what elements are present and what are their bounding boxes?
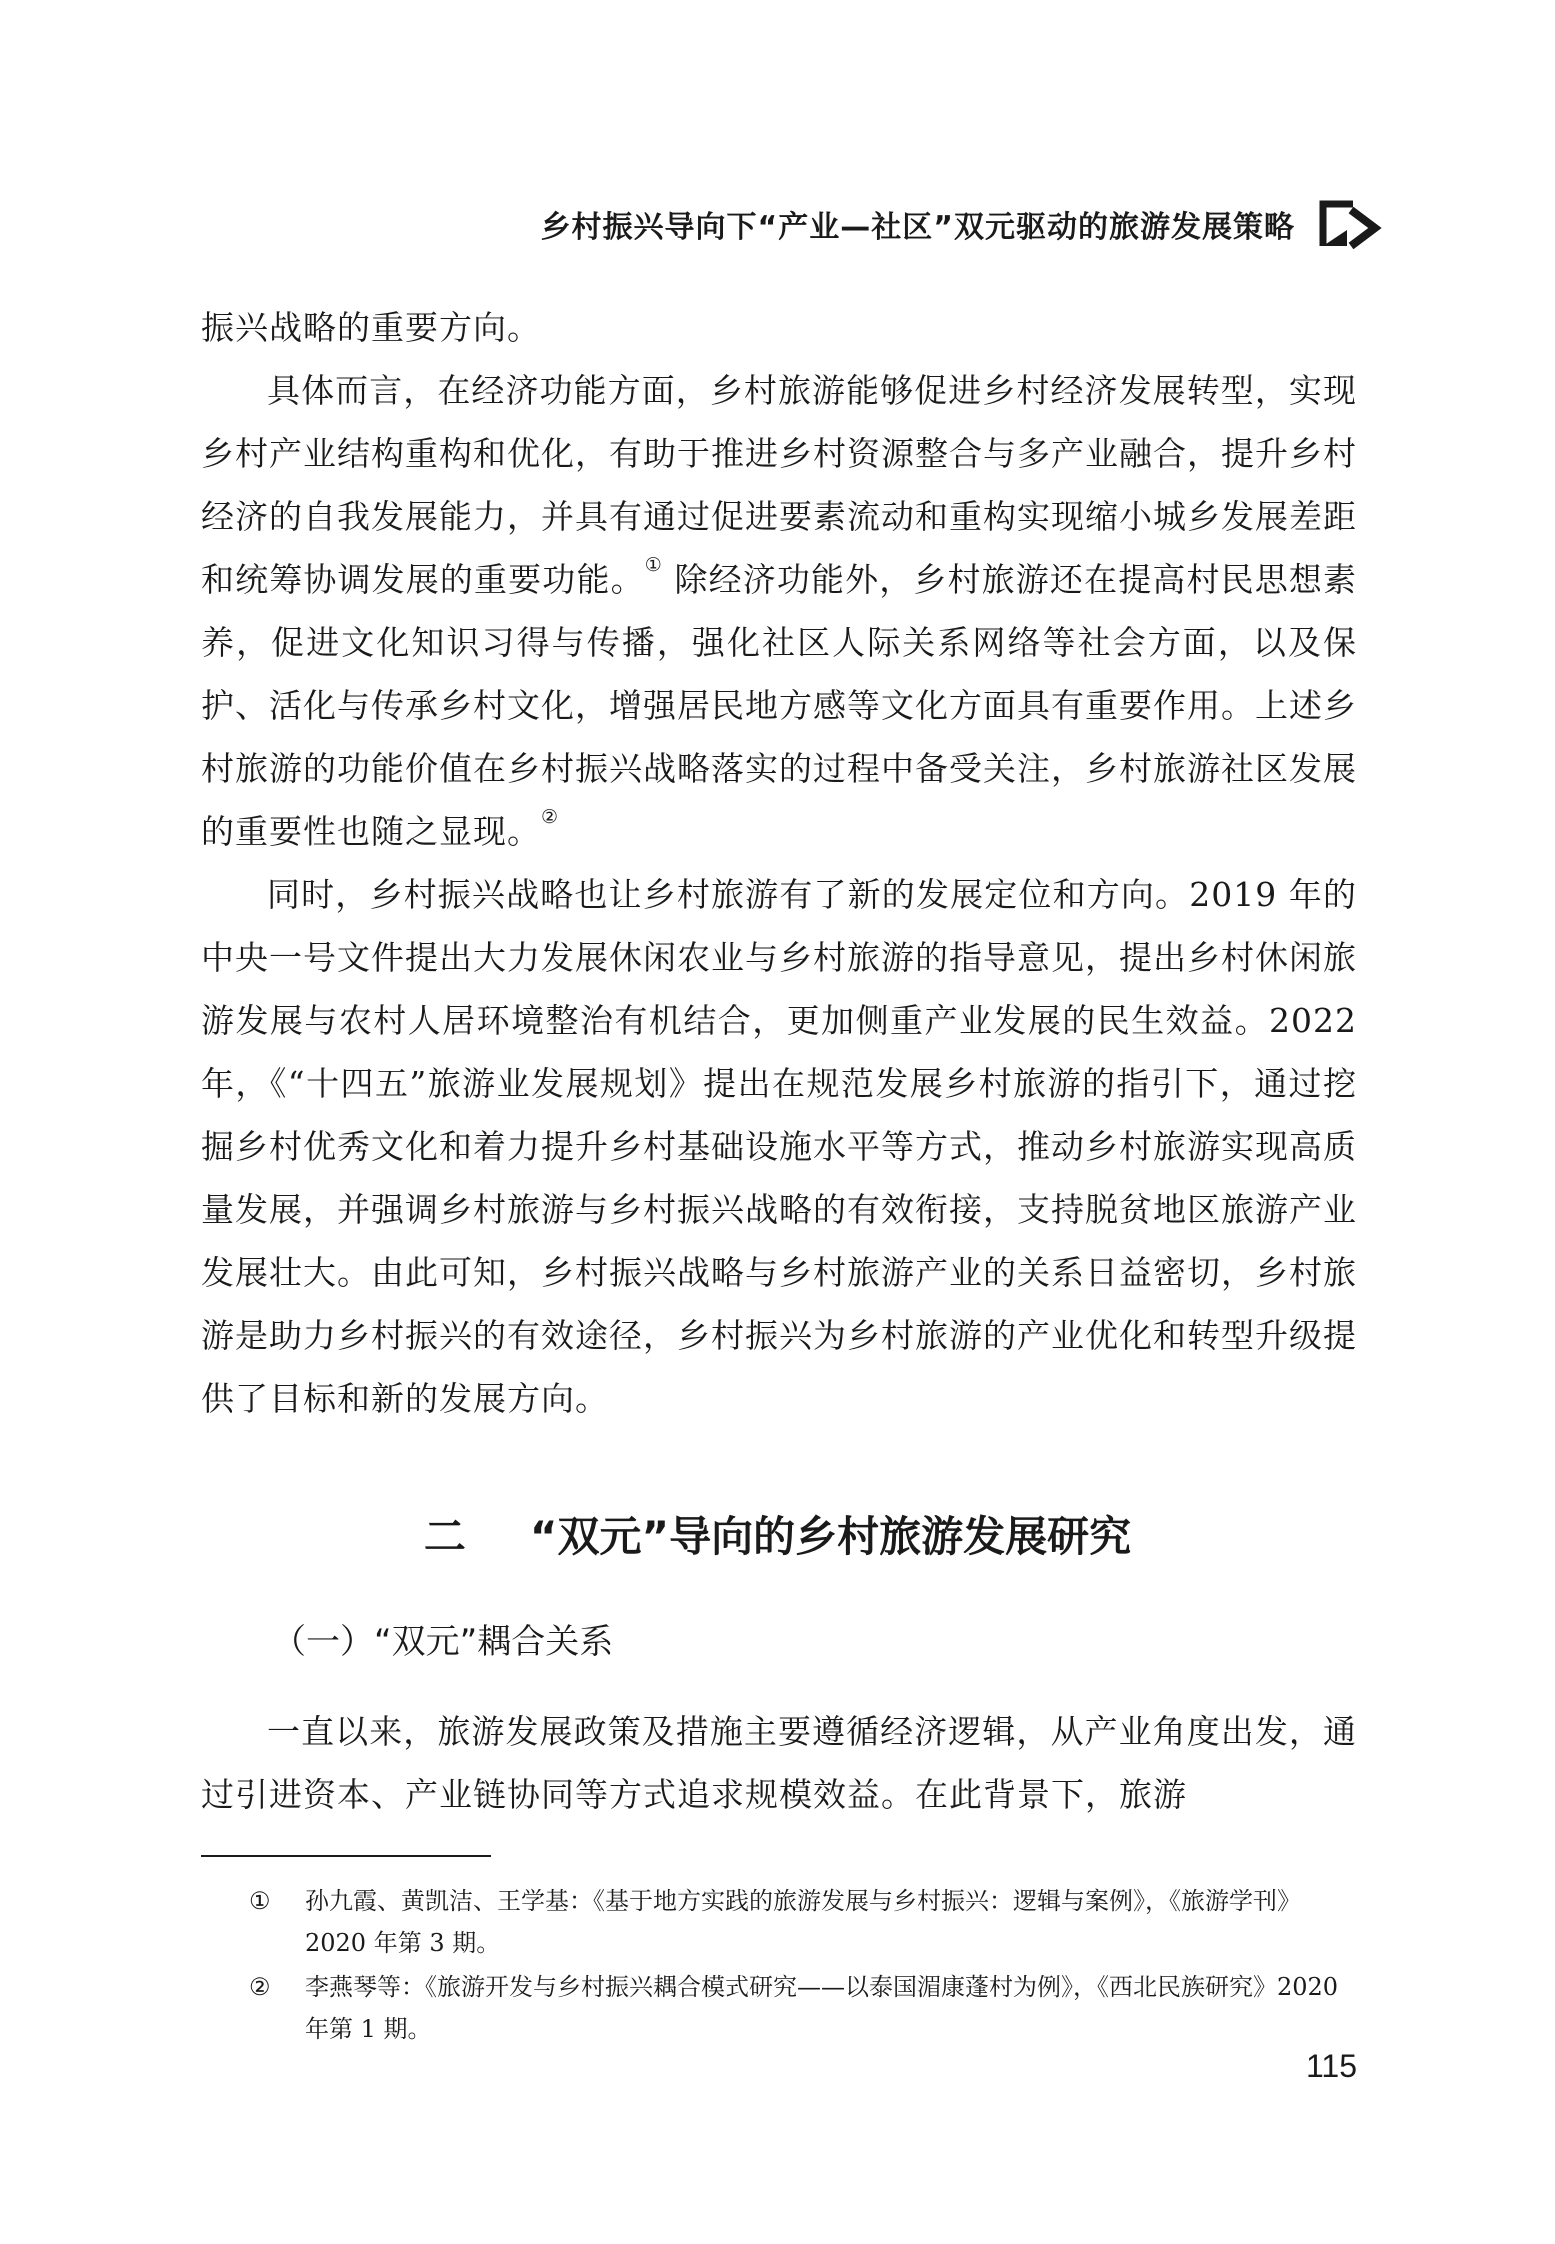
- footnote-mark: ②: [249, 1973, 271, 2001]
- paragraph-policy: 同时，乡村振兴战略也让乡村旅游有了新的发展定位和方向。2019 年的中央一号文件提出大力发展休闲农业与乡村旅游的指导意见，提出乡村休闲旅游发展与农村人居环境整治有机结合，更加侧重产业发展的民生效益。2022 年，《“十四五”旅游业发展规划》提出在规范发展乡村旅游的指引下，通过挖掘乡村优秀文化和着力提升乡村基础设施水平等方式，推动乡村旅游实现高质量发展，并强调乡村旅游与乡村振兴战略的有效衔接，支持脱贫地区旅游产业发展壮大。由此可知，乡村振兴战略与乡村旅游产业的关系日益密切，乡村旅游是助力乡村振兴的有效途径，乡村振兴为乡村旅游的产业优化和转型升级提供了目标和新的发展方向。: [201, 875, 1357, 1418]
- footnote-text: 李燕琴等：《旅游开发与乡村振兴耦合模式研究——以泰国湄康蓬村为例》，《西北民族研究》2020 年第 1 期。: [305, 1973, 1339, 2043]
- footnote-item: [201, 1966, 1357, 2050]
- main-body-text: [201, 296, 1357, 1430]
- chevron-bracket-icon: [1317, 196, 1385, 252]
- paragraph-policy-logic: 一直以来，旅游发展政策及措施主要遵循经济逻辑，从产业角度出发，通过引进资本、产业链协同等方式追求规模效益。在此背景下，旅游: [201, 1712, 1357, 1814]
- footnote-ref-1[interactable]: ①: [644, 554, 663, 576]
- running-header-title: 乡村振兴导向下“产业—社区”双元驱动的旅游发展策略: [540, 210, 1295, 245]
- section-body-text: [201, 1700, 1357, 1826]
- section-title: “双元”导向的乡村旅游发展研究: [529, 1512, 1132, 1561]
- section-heading: [0, 1504, 1555, 1564]
- page-number: 115: [1305, 2048, 1357, 2084]
- paragraph-text: 具体而言，在经济功能方面，乡村旅游能够促进乡村经济发展转型，实现乡村产业结构重构和优化，有助于推进乡村资源整合与多产业融合，提升乡村经济的自我发展能力，并具有通过促进要素流动和重构实现缩小城乡发展差距和统筹协调发展的重要功能。: [201, 371, 1357, 599]
- footnote-text: 孙九霞、黄凯洁、王学基：《基于地方实践的旅游发展与乡村振兴：逻辑与案例》，《旅游学刊》2020 年第 3 期。: [305, 1887, 1301, 1957]
- paragraph-economic-function: [201, 359, 1357, 863]
- footnotes: [201, 1880, 1357, 2052]
- running-header: [541, 196, 1385, 252]
- footnote-item: [201, 1880, 1357, 1964]
- paragraph-text: 除经济功能外，乡村旅游还在提高村民思想素养，促进文化知识习得与传播，强化社区人际关系网络等社会方面，以及保护、活化与传承乡村文化，增强居民地方感等文化方面具有重要作用。上述乡村旅游的功能价值在乡村振兴战略落实的过程中备受关注，乡村旅游社区发展的重要性也随之显现。: [201, 560, 1357, 851]
- section-number: 二: [423, 1512, 466, 1561]
- footnote-divider: [201, 1855, 491, 1857]
- footnote-mark: ①: [249, 1887, 271, 1915]
- footnote-ref-2[interactable]: ②: [541, 806, 560, 828]
- subsection-heading: （一）“双元”耦合关系: [272, 1622, 614, 1662]
- paragraph-continuation: 振兴战略的重要方向。: [201, 308, 541, 347]
